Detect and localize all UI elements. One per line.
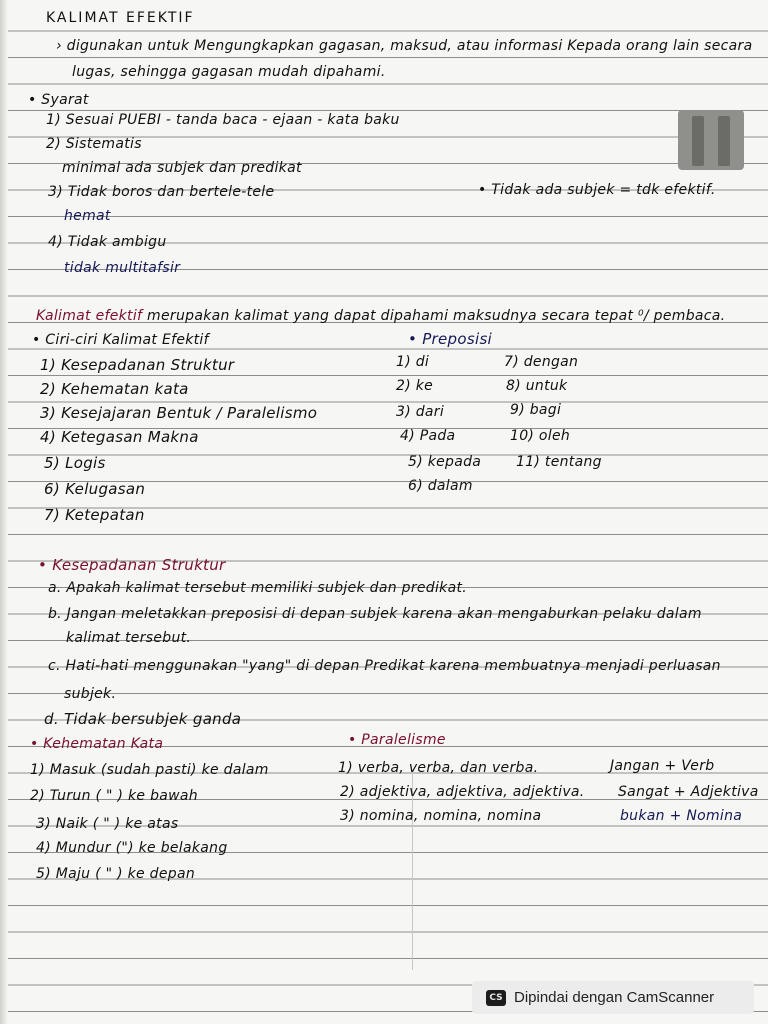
kehematan-item: 3) Naik ( " ) ke atas: [36, 816, 179, 832]
kesepadanan-point-a: a. Apakah kalimat tersebut memiliki subjek dan predikat.: [48, 580, 467, 596]
preposisi-item: 6) dalam: [408, 478, 473, 494]
preposisi-item: 2) ke: [396, 378, 434, 394]
paralelisme-item: 3) nomina, nomina, nomina: [340, 808, 542, 824]
paralelisme-item: 2) adjektiva, adjektiva, adjektiva.: [340, 784, 585, 800]
preposisi-item: 5) kepada: [408, 454, 482, 470]
syarat-item-1: 1) Sesuai PUEBI - tanda baca - ejaan - kata baku: [46, 112, 400, 128]
page-title: KALIMAT EFEKTIF: [46, 10, 195, 26]
tape-slot: [692, 116, 704, 166]
ciri-item: 3) Kesejajaran Bentuk / Paralelismo: [40, 404, 318, 422]
tape-slot: [718, 116, 730, 166]
preposisi-item: 10) oleh: [510, 428, 571, 444]
paralelisme-rule: Sangat + Adjektiva: [618, 784, 759, 800]
paralelisme-rule: bukan + Nomina: [620, 808, 743, 824]
page-edge-shadow: [0, 0, 8, 1024]
syarat-item-4-note: tidak multitafsir: [64, 260, 181, 276]
kehematan-heading: • Kehematan Kata: [30, 736, 164, 752]
page-fold-line: [412, 770, 413, 970]
camscanner-logo-icon: CS: [486, 990, 506, 1006]
ciri-item: 5) Logis: [44, 454, 106, 472]
tape-mark: [678, 110, 744, 170]
preposisi-item: 11) tentang: [516, 454, 602, 470]
kehematan-item: 2) Turun ( " ) ke bawah: [30, 788, 198, 804]
kesepadanan-heading: • Kesepadanan Struktur: [38, 556, 226, 574]
syarat-item-4: 4) Tidak ambigu: [48, 234, 167, 250]
syarat-item-3-note: hemat: [64, 208, 111, 224]
preposisi-item: 9) bagi: [510, 402, 562, 418]
paralelisme-heading: • Paralelisme: [348, 732, 446, 748]
kesepadanan-point-b-cont: kalimat tersebut.: [66, 630, 192, 646]
kesepadanan-point-c-cont: subjek.: [64, 686, 117, 702]
syarat-item-3: 3) Tidak boros dan bertele-tele: [48, 184, 275, 200]
camscanner-badge: [472, 981, 754, 1014]
ciri-heading: • Ciri-ciri Kalimat Efektif: [32, 332, 209, 348]
side-note: • Tidak ada subjek = tdk efektif.: [478, 182, 716, 198]
camscanner-label: Dipindai dengan CamScanner: [514, 989, 715, 1006]
syarat-item-2-note: minimal ada subjek dan predikat: [62, 160, 302, 176]
ciri-item: 2) Kehematan kata: [40, 380, 189, 398]
definition-line-1: › digunakan untuk Mengungkapkan gagasan, maksud, atau informasi Kepada orang lain secara: [56, 38, 753, 54]
preposisi-item: 3) dari: [396, 404, 445, 420]
preposisi-item: 8) untuk: [506, 378, 568, 394]
summary-line: [36, 308, 725, 324]
ciri-item: 7) Ketepatan: [44, 506, 145, 524]
ciri-item: 1) Kesepadanan Struktur: [40, 356, 235, 374]
kesepadanan-point-d: d. Tidak bersubjek ganda: [44, 710, 242, 728]
kesepadanan-point-c: c. Hati-hati menggunakan "yang" di depan Predikat karena membuatnya menjadi perluasan: [48, 658, 721, 674]
preposisi-item: 1) di: [396, 354, 430, 370]
kehematan-item: 1) Masuk (sudah pasti) ke dalam: [30, 762, 269, 778]
preposisi-heading: • Preposisi: [408, 330, 493, 348]
preposisi-item: 7) dengan: [504, 354, 579, 370]
summary-lead: Kalimat efektif: [36, 308, 143, 324]
ciri-item: 6) Kelugasan: [44, 480, 146, 498]
paralelisme-item: 1) verba, verba, dan verba.: [338, 760, 539, 776]
paralelisme-rule: Jangan + Verb: [610, 758, 715, 774]
kesepadanan-point-b: b. Jangan meletakkan preposisi di depan subjek karena akan mengaburkan pelaku dalam: [48, 606, 702, 622]
ciri-item: 4) Ketegasan Makna: [40, 428, 199, 446]
syarat-heading: • Syarat: [28, 92, 89, 108]
syarat-item-2: 2) Sistematis: [46, 136, 142, 152]
kehematan-item: 4) Mundur (") ke belakang: [36, 840, 228, 856]
definition-line-2: lugas, sehingga gagasan mudah dipahami.: [72, 64, 386, 80]
preposisi-item: 4) Pada: [400, 428, 456, 444]
kehematan-item: 5) Maju ( " ) ke depan: [36, 866, 196, 882]
summary-rest: merupakan kalimat yang dapat dipahami maksudnya secara tepat ⁰/ pembaca.: [147, 308, 726, 324]
